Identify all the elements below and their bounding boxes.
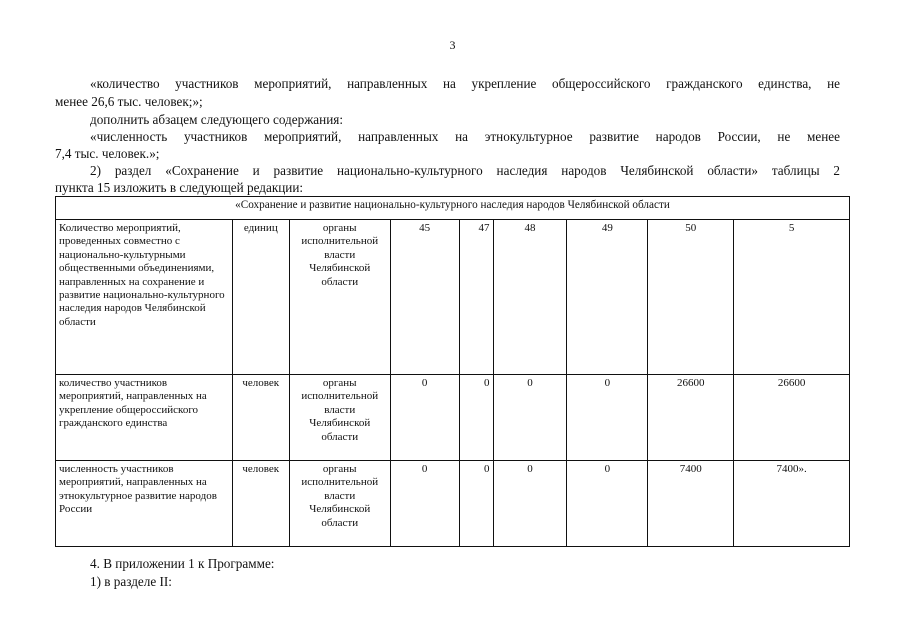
table-caption: «Сохранение и развитие национально-культурного наследия народов Челябинской области — [56, 197, 850, 220]
after-table-line-1: 4. В приложении 1 к Программе: — [90, 556, 275, 571]
indicator-value: 0 — [493, 461, 567, 547]
indicator-unit: человек — [232, 375, 289, 461]
paragraph-line-2: менее 26,6 тыс. человек;»; — [55, 94, 203, 109]
indicator-value: 0 — [567, 461, 648, 547]
indicator-value: 26600 — [734, 375, 850, 461]
indicator-value: 0 — [390, 461, 459, 547]
paragraph-line-7: пункта 15 изложить в следующей редакции: — [55, 180, 304, 195]
indicator-value: 7400». — [734, 461, 850, 547]
paragraph-line-6: 2) раздел «Сохранение и развитие национально-культурного наследия народов Челябинской области» таблицы 2 — [90, 163, 840, 178]
indicator-value: 0 — [459, 461, 493, 547]
after-table-line-2: 1) в разделе II: — [90, 574, 172, 589]
indicator-value: 7400 — [648, 461, 734, 547]
indicator-value: 47 — [459, 220, 493, 375]
indicator-value: 0 — [390, 375, 459, 461]
paragraph-line-3: дополнить абзацем следующего содержания: — [90, 112, 344, 127]
indicator-responsible: органы исполнительной власти Челябинской области — [289, 461, 390, 547]
indicator-unit: человек — [232, 461, 289, 547]
indicator-value: 50 — [648, 220, 734, 375]
indicator-value: 0 — [459, 375, 493, 461]
paragraph-line-4: «численность участников мероприятий, направленных на этнокультурное развитие народов России, не менее — [90, 129, 840, 144]
paragraph-line-1: «количество участников мероприятий, направленных на укрепление общероссийского гражданского единства, не — [90, 76, 840, 91]
table-row — [56, 220, 850, 375]
indicator-value: 0 — [567, 375, 648, 461]
indicator-value: 49 — [567, 220, 648, 375]
indicator-name: численность участников мероприятий, направленных на этнокультурное развитие народов России — [56, 461, 233, 547]
indicator-value: 5 — [734, 220, 850, 375]
table-row — [56, 461, 850, 547]
indicators-table — [55, 196, 850, 547]
indicator-name: Количество мероприятий, проведенных совместно с национально-культурными общественными объединениями, направленных на сохранение и развитие национально-культурного наследия народов Челябинской области — [56, 220, 233, 375]
indicator-unit: единиц — [232, 220, 289, 375]
indicator-responsible: органы исполнительной власти Челябинской области — [289, 220, 390, 375]
table-caption-row — [56, 197, 850, 220]
indicator-value: 26600 — [648, 375, 734, 461]
page-number: 3 — [449, 38, 456, 52]
indicator-value: 45 — [390, 220, 459, 375]
indicator-value: 0 — [493, 375, 567, 461]
indicator-name: количество участников мероприятий, направленных на укрепление общероссийского гражданского единства — [56, 375, 233, 461]
indicator-responsible: органы исполнительной власти Челябинской области — [289, 375, 390, 461]
table-row — [56, 375, 850, 461]
indicator-value: 48 — [493, 220, 567, 375]
paragraph-line-5: 7,4 тыс. человек.»; — [55, 146, 160, 161]
